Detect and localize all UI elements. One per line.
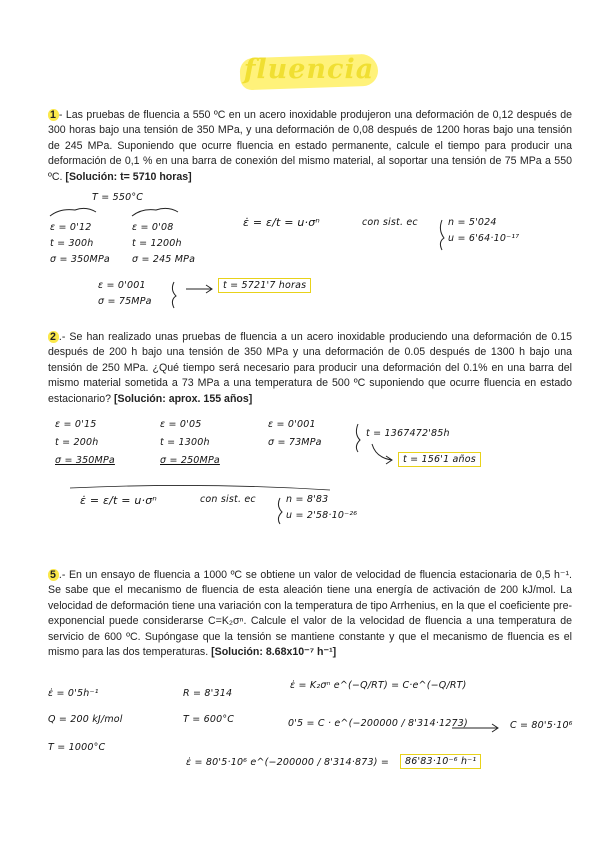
hw-p2-c2: σ = 73MPa [268,437,322,448]
brace-p2 [356,424,360,452]
hw-p2-u: u = 2'58·10⁻²⁶ [286,510,358,521]
hw-p2-eq: ε̇ = ε/t = u·σⁿ [80,494,157,507]
arrow-p5 [452,724,498,732]
problem-solution: [Solución: t= 5710 horas] [65,170,192,183]
problem-number: 2 [48,331,59,343]
hw-p5-r: R = 8'314 [183,688,233,699]
hw-p5-final: ε̇ = 80'5·10⁶ e^(−200000 / 8'314·873) = [186,757,390,768]
title-text: fluencia [243,54,375,85]
hw-temp: T = 550°C [92,192,144,203]
hw-p2-n: n = 8'83 [286,494,329,505]
hw-p2-a1: ε = 0'15 [55,419,97,430]
brace-p1 [440,220,444,250]
hw-p2-b3: σ = 250MPa [160,455,220,466]
hw-p2-answer: t = 156'1 años [398,452,481,467]
hw-p1-a2: t = 300h [50,238,94,249]
problem-text: - Las pruebas de fluencia a 550 ºC en un acero inoxidable produjeron una deformación de 0,12 después de 300 horas bajo una tensión de 350 MPa, y una deformación de 0,08 después de 1200 horas bajo una tensión de 245 MPa. Suponiendo que ocurre fluencia en estado permanente, calcule el tiempo para producir una deformación de 0,1 % en una barra de conexión del mismo material, al soportar una tensión de 75 MPa a 550 ºC. [48,109,572,183]
problem-text: .- Se han realizado unas pruebas de fluencia a un acero inoxidable produciendo una deformación de 0.15 después de 200 h bajo una tensión de 350 MPa y una deformación de 0.05 después de 1300 h bajo una tensión de 250 MPa. ¿Qué tiempo será necesario para producir una deformación del 0.1% en una barra del mismo material sometida a 73 MPa a una temperatura de 500 ºC suponiendo que ocurre fluencia en estado estacionario? [48,331,572,405]
hw-p1-sist: con sist. ec [362,217,418,228]
arrow-p1 [186,285,212,293]
brace-p2-b [278,498,282,524]
hw-p1-a3: σ = 350MPa [50,254,110,265]
hw-p2-t: t = 1367472'85h [366,428,450,439]
hw-p1-c1: ε = 0'001 [98,280,146,291]
brace-top-1 [50,208,96,216]
hw-p2-c1: ε = 0'001 [268,419,316,430]
hw-p1-u: u = 6'64·10⁻¹⁷ [448,233,520,244]
hw-p5-t: T = 1000°C [48,742,106,753]
hw-p1-answer: t = 5721'7 horas [218,278,311,293]
underline-p2 [70,485,330,490]
hw-p2-sist: con sist. ec [200,494,256,505]
hw-p1-a1: ε = 0'12 [50,222,92,233]
problem-text: .- En un ensayo de fluencia a 1000 ºC se obtiene un valor de velocidad de fluencia estacionaria de 0,5 h⁻¹. Se sabe que el mecanismo de fluencia de esta aleación tiene una energía de activación de 200 kJ/mol. La velocidad de deformación tiene una variación con la temperatura de tipo Arrhenius, en la que el coeficiente pre-exponencial puede considerarse C=K₂σⁿ. Calcule el valor de la velocidad de fluencia a una temperatura de servicio de 600 ºC. Supóngase que la tensión se mantiene constante y que el mecanismo de fluencia es el mismo para las dos temperaturas. [48,569,572,659]
hw-p1-c2: σ = 75MPa [98,296,152,307]
hw-p5-e: ε̇ = 0'5h⁻¹ [48,688,99,699]
hw-p5-calc: 0'5 = C · e^(−200000 / 8'314·1273) [288,718,468,729]
brace-top-2 [132,208,178,216]
arrow-p2 [372,444,392,464]
hw-p1-n: n = 5'024 [448,217,497,228]
problem-solution: [Solución: 8.68x10⁻⁷ h⁻¹] [211,646,337,659]
hw-p5-t2: T = 600°C [183,714,235,725]
problem-solution: [Solución: aprox. 155 años] [113,392,253,405]
hw-p1-b3: σ = 245 MPa [132,254,196,265]
hw-p2-b1: ε = 0'05 [160,419,202,430]
hw-p1-eq: ε̇ = ε/t = u·σⁿ [243,216,320,229]
hw-p5-c: C = 80'5·10⁶ [510,720,573,731]
hw-p1-b2: t = 1200h [132,238,182,249]
hw-p2-b2: t = 1300h [160,437,210,448]
problem-number: 5 [48,569,59,581]
hw-p1-b1: ε = 0'08 [132,222,174,233]
hw-p5-answer: 86'83·10⁻⁶ h⁻¹ [400,754,481,769]
hw-p2-a3: σ = 350MPa [55,455,115,466]
hw-p5-q: Q = 200 kJ/mol [48,714,123,725]
brace-p1-c [172,282,176,308]
hw-p5-eq: ε̇ = K₂σⁿ e^(−Q/RT) = C·e^(−Q/RT) [290,680,467,691]
problem-number: 1 [48,109,59,121]
hw-p2-a2: t = 200h [55,437,99,448]
